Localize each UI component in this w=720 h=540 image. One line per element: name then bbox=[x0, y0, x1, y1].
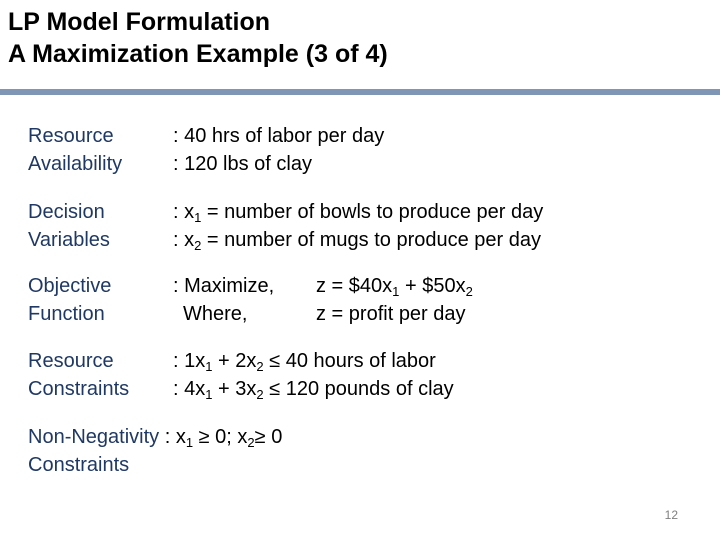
value-line: : 40 hrs of labor per day bbox=[173, 125, 385, 147]
maximize-text: : Maximize, bbox=[173, 275, 275, 297]
text: ≥ 0; x bbox=[193, 426, 248, 448]
subscript: 2 bbox=[256, 387, 264, 402]
label-line: Resource bbox=[28, 350, 114, 372]
slide-title-line-2: A Maximization Example (3 of 4) bbox=[8, 40, 388, 68]
decision-variables-value bbox=[173, 198, 543, 254]
slide-title-line-1: LP Model Formulation bbox=[8, 8, 271, 36]
text: + 3x bbox=[212, 378, 257, 400]
resource-constraints-value bbox=[173, 347, 454, 403]
subscript: 1 bbox=[392, 284, 400, 299]
resource-constraints-label bbox=[28, 347, 129, 403]
text: ≤ 120 pounds of clay bbox=[263, 378, 454, 400]
text: : x bbox=[173, 229, 195, 251]
non-negativity-line bbox=[28, 423, 708, 451]
value-line: : 120 lbs of clay bbox=[173, 153, 312, 175]
slide-title bbox=[8, 6, 388, 70]
text: ≥ 0 bbox=[254, 426, 283, 448]
label-line: Objective bbox=[28, 275, 112, 297]
subscript: 2 bbox=[465, 284, 473, 299]
x2-definition bbox=[173, 226, 543, 254]
label-line: Function bbox=[28, 303, 105, 325]
title-divider bbox=[0, 89, 720, 95]
label-line: Availability bbox=[28, 153, 123, 175]
label-line: Decision bbox=[28, 201, 105, 223]
label-line: Resource bbox=[28, 125, 114, 147]
label-line: Constraints bbox=[28, 378, 130, 400]
clay-constraint bbox=[173, 375, 454, 403]
objective-function-label bbox=[28, 272, 111, 328]
subscript: 2 bbox=[256, 359, 264, 374]
page-number: 12 bbox=[664, 508, 678, 522]
non-negativity-row bbox=[28, 423, 708, 479]
subscript: 2 bbox=[194, 238, 202, 253]
subscript: 1 bbox=[185, 435, 194, 450]
text: ≤ 40 hours of labor bbox=[263, 350, 436, 372]
subscript: 1 bbox=[205, 387, 213, 402]
label-line: Variables bbox=[28, 229, 110, 251]
objective-equation bbox=[316, 272, 473, 300]
resource-availability-label bbox=[28, 122, 122, 178]
decision-variables-label bbox=[28, 198, 110, 254]
non-negativity-label-line-2: Constraints bbox=[28, 454, 130, 476]
text: + 2x bbox=[212, 350, 257, 372]
text: : 4x bbox=[173, 378, 206, 400]
text: = number of bowls to produce per day bbox=[201, 201, 544, 223]
subscript: 2 bbox=[247, 435, 255, 450]
text: : x bbox=[173, 201, 195, 223]
z-definition: z = profit per day bbox=[316, 303, 466, 325]
text: : x bbox=[164, 426, 186, 448]
text: = number of mugs to produce per day bbox=[201, 229, 541, 251]
x1-definition bbox=[173, 198, 543, 226]
non-negativity-label: Non-Negativity bbox=[28, 426, 160, 448]
text: + $50x bbox=[399, 275, 466, 297]
resource-availability-value bbox=[173, 122, 384, 178]
where-text: Where, bbox=[183, 303, 248, 325]
text: z = $40x bbox=[316, 275, 393, 297]
text: : 1x bbox=[173, 350, 206, 372]
subscript: 1 bbox=[205, 359, 213, 374]
subscript: 1 bbox=[194, 210, 202, 225]
labor-constraint bbox=[173, 347, 454, 375]
